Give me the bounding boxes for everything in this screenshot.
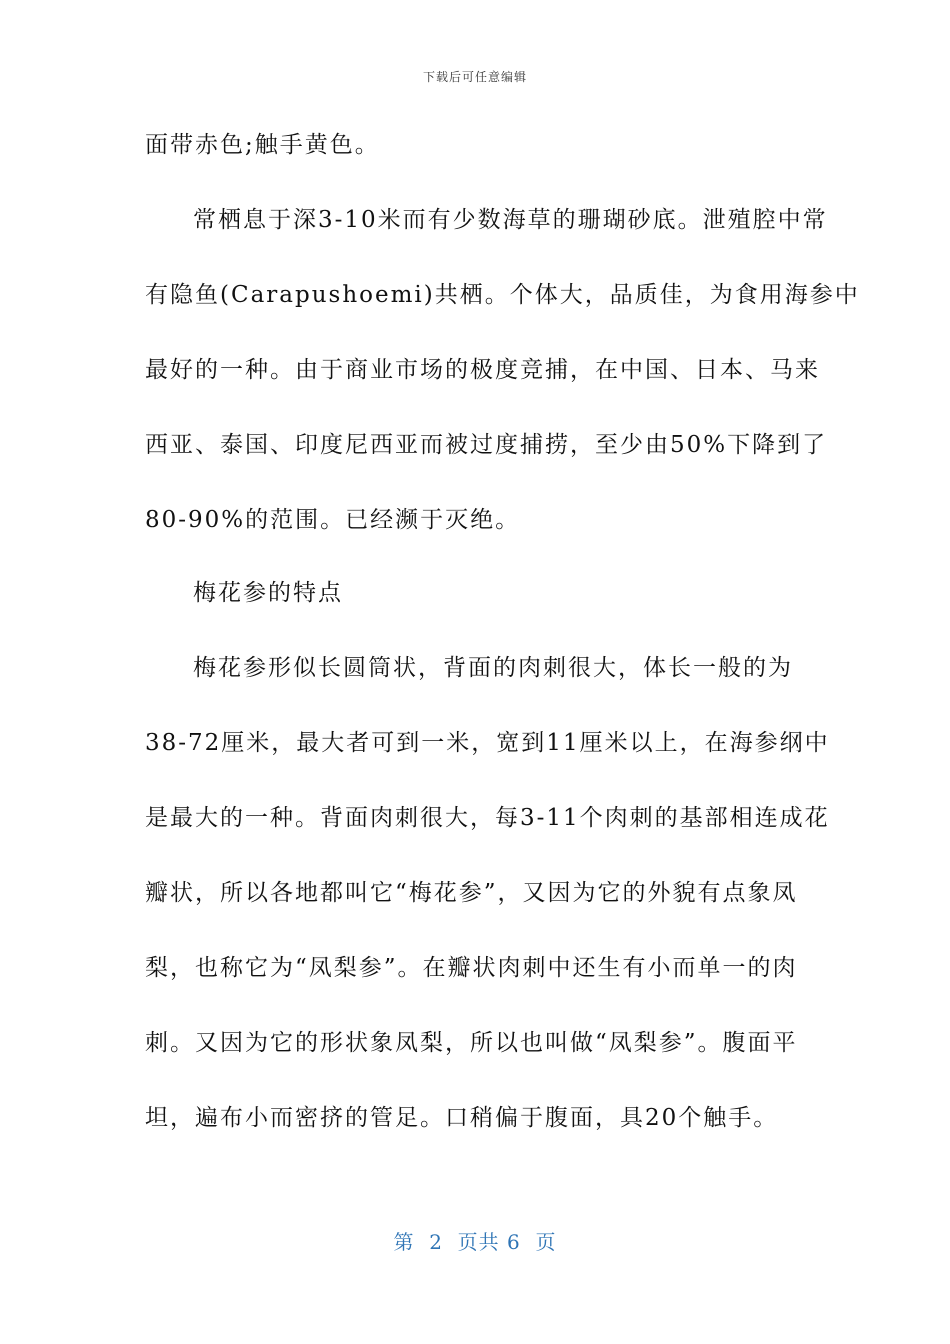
page-header: 下载后可任意编辑 <box>422 70 527 84</box>
page-number-footer: 第 2 页共 6 页 <box>393 1230 557 1254</box>
body-line: 有隐鱼(Carapushoemi)共栖。个体大，品质佳，为食用海参中 <box>145 282 860 308</box>
paragraph-start-line: 梅花参形似长圆筒状，背面的肉刺很大，体长一般的为 <box>193 655 793 681</box>
body-line: 面带赤色;触手黄色。 <box>145 132 380 158</box>
paragraph-start-line: 常栖息于深3-10米而有少数海草的珊瑚砂底。泄殖腔中常 <box>193 207 828 233</box>
section-heading: 梅花参的特点 <box>193 580 343 606</box>
body-line: 西亚、泰国、印度尼西亚而被过度捕捞，至少由50%下降到了 <box>145 432 828 458</box>
body-line: 80-90%的范围。已经濒于灭绝。 <box>145 507 521 533</box>
body-line: 38-72厘米，最大者可到一米，宽到11厘米以上，在海参纲中 <box>145 730 830 756</box>
body-line: 瓣状，所以各地都叫它“梅花参”，又因为它的外貌有点象凤 <box>145 880 798 906</box>
body-line: 坦，遍布小而密挤的管足。口稍偏于腹面，具20个触手。 <box>145 1105 779 1131</box>
body-line: 最好的一种。由于商业市场的极度竞捕，在中国、日本、马来 <box>145 357 820 383</box>
body-line: 梨，也称它为“凤梨参”。在瓣状肉刺中还生有小而单一的肉 <box>145 955 798 981</box>
body-line: 刺。又因为它的形状象凤梨，所以也叫做“凤梨参”。腹面平 <box>145 1030 798 1056</box>
body-line: 是最大的一种。背面肉刺很大，每3-11个肉刺的基部相连成花 <box>145 805 830 831</box>
